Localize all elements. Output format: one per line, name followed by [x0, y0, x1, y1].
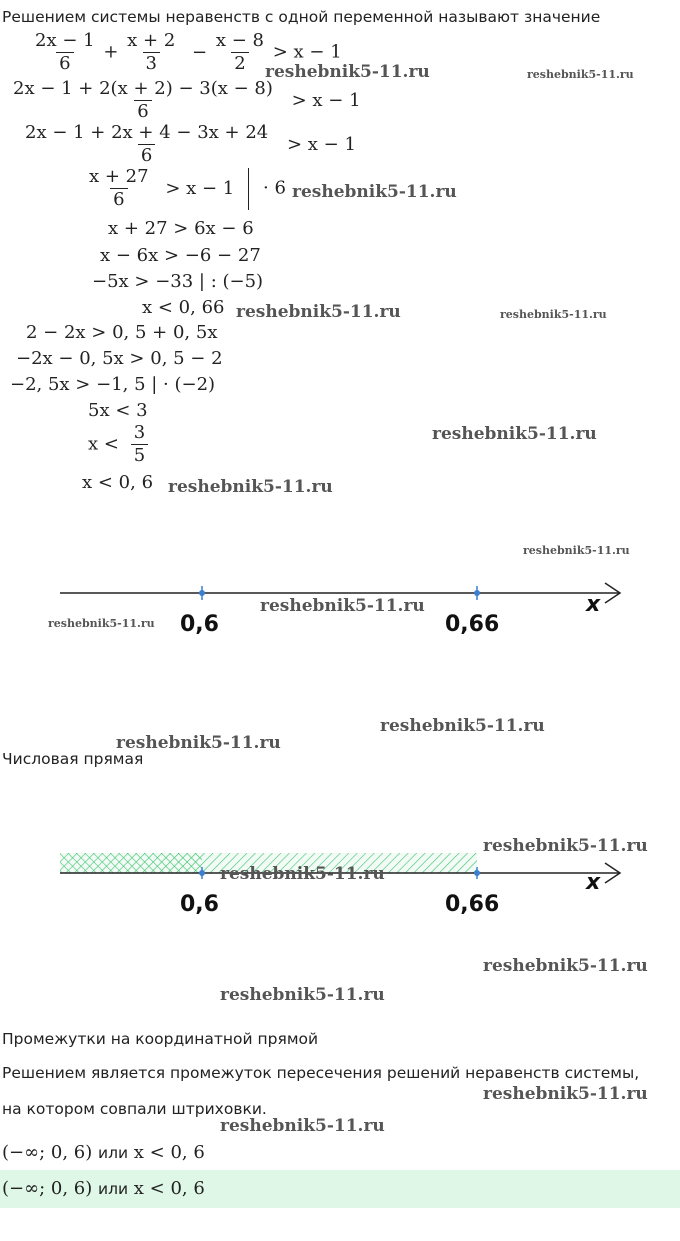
fraction-c: $\frac{x - 8}{2}$: [215, 30, 264, 74]
watermark: reshebnik5-11.ru: [220, 1116, 385, 1136]
answer-line: (−∞; 0, 6) или x < 0, 6: [2, 1142, 205, 1163]
step-4: $\frac{x + 27}{6}$ > x − 1 · 6: [89, 166, 286, 210]
tick-label-3: 0,6: [180, 892, 219, 917]
answer-highlight-line: (−∞; 0, 6) или x < 0, 6: [2, 1178, 205, 1199]
watermark: reshebnik5-11.ru: [380, 716, 545, 736]
watermark: reshebnik5-11.ru: [168, 477, 333, 497]
watermark: reshebnik5-11.ru: [500, 308, 607, 321]
step-12: 5x < 3: [88, 400, 148, 421]
point-0-66: [474, 590, 480, 596]
watermark: reshebnik5-11.ru: [220, 985, 385, 1005]
caption-intervals: Промежутки на координатной прямой: [2, 1030, 319, 1048]
fraction-b: $\frac{x + 2}{3}$: [127, 30, 176, 74]
step-9: 2 − 2x > 0, 5 + 0, 5x: [26, 322, 218, 343]
axis-label-x: x: [586, 592, 601, 617]
watermark: reshebnik5-11.ru: [116, 733, 281, 753]
step-8: x < 0, 66: [142, 297, 225, 318]
watermark: reshebnik5-11.ru: [292, 182, 457, 202]
point-0-6: [199, 870, 205, 876]
step-6: x − 6x > −6 − 27: [100, 245, 261, 266]
point-0-6: [199, 590, 205, 596]
step-1: $\frac{2x - 1}{6}$ + $\frac{x + 2}{3}$ − $\frac{x - 8}{2}$ > x − 1: [32, 30, 342, 75]
tick-label-2: 0,66: [445, 612, 500, 637]
tick-label-1: 0,6: [180, 612, 219, 637]
hatch-x-less-0-6: [60, 853, 202, 873]
watermark: reshebnik5-11.ru: [220, 864, 385, 884]
point-0-66: [474, 870, 480, 876]
watermark: reshebnik5-11.ru: [260, 596, 425, 616]
step-3: $\frac{2x - 1 + 2x + 4 - 3x + 24}{6}$ > x − 1: [25, 122, 356, 166]
divider-bar: [248, 168, 249, 210]
watermark: reshebnik5-11.ru: [48, 617, 155, 630]
watermark: reshebnik5-11.ru: [523, 544, 630, 557]
step-14: x < 0, 6: [82, 472, 154, 493]
watermark: reshebnik5-11.ru: [527, 68, 634, 81]
watermark: reshebnik5-11.ru: [236, 302, 401, 322]
step-5: x + 27 > 6x − 6: [108, 218, 254, 239]
conclusion-line-1: Решением является промежуток пересечения решений неравенств системы,: [2, 1064, 640, 1082]
watermark: reshebnik5-11.ru: [483, 956, 648, 976]
axis-label-x: x: [586, 870, 601, 895]
step-13: x < $\frac{3}{5}$: [88, 422, 148, 467]
caption-number-line: Числовая прямая: [2, 750, 144, 768]
watermark: reshebnik5-11.ru: [265, 62, 430, 82]
step-10: −2x − 0, 5x > 0, 5 − 2: [16, 348, 223, 369]
step-7: −5x > −33 | : (−5): [92, 271, 264, 292]
intro-text: Решением системы неравенств с одной переменной называют значение: [2, 8, 601, 26]
step-11: −2, 5x > −1, 5 | · (−2): [10, 374, 216, 395]
step-2: $\frac{2x - 1 + 2(x + 2) - 3(x - 8)}{6}$ > x − 1: [13, 78, 361, 122]
watermark: reshebnik5-11.ru: [432, 424, 597, 444]
fraction-a: $\frac{2x - 1}{6}$: [35, 30, 95, 74]
conclusion-line-2: на котором совпали штриховки.: [2, 1100, 267, 1118]
watermark: reshebnik5-11.ru: [483, 1084, 648, 1104]
tick-label-4: 0,66: [445, 892, 500, 917]
watermark: reshebnik5-11.ru: [483, 836, 648, 856]
